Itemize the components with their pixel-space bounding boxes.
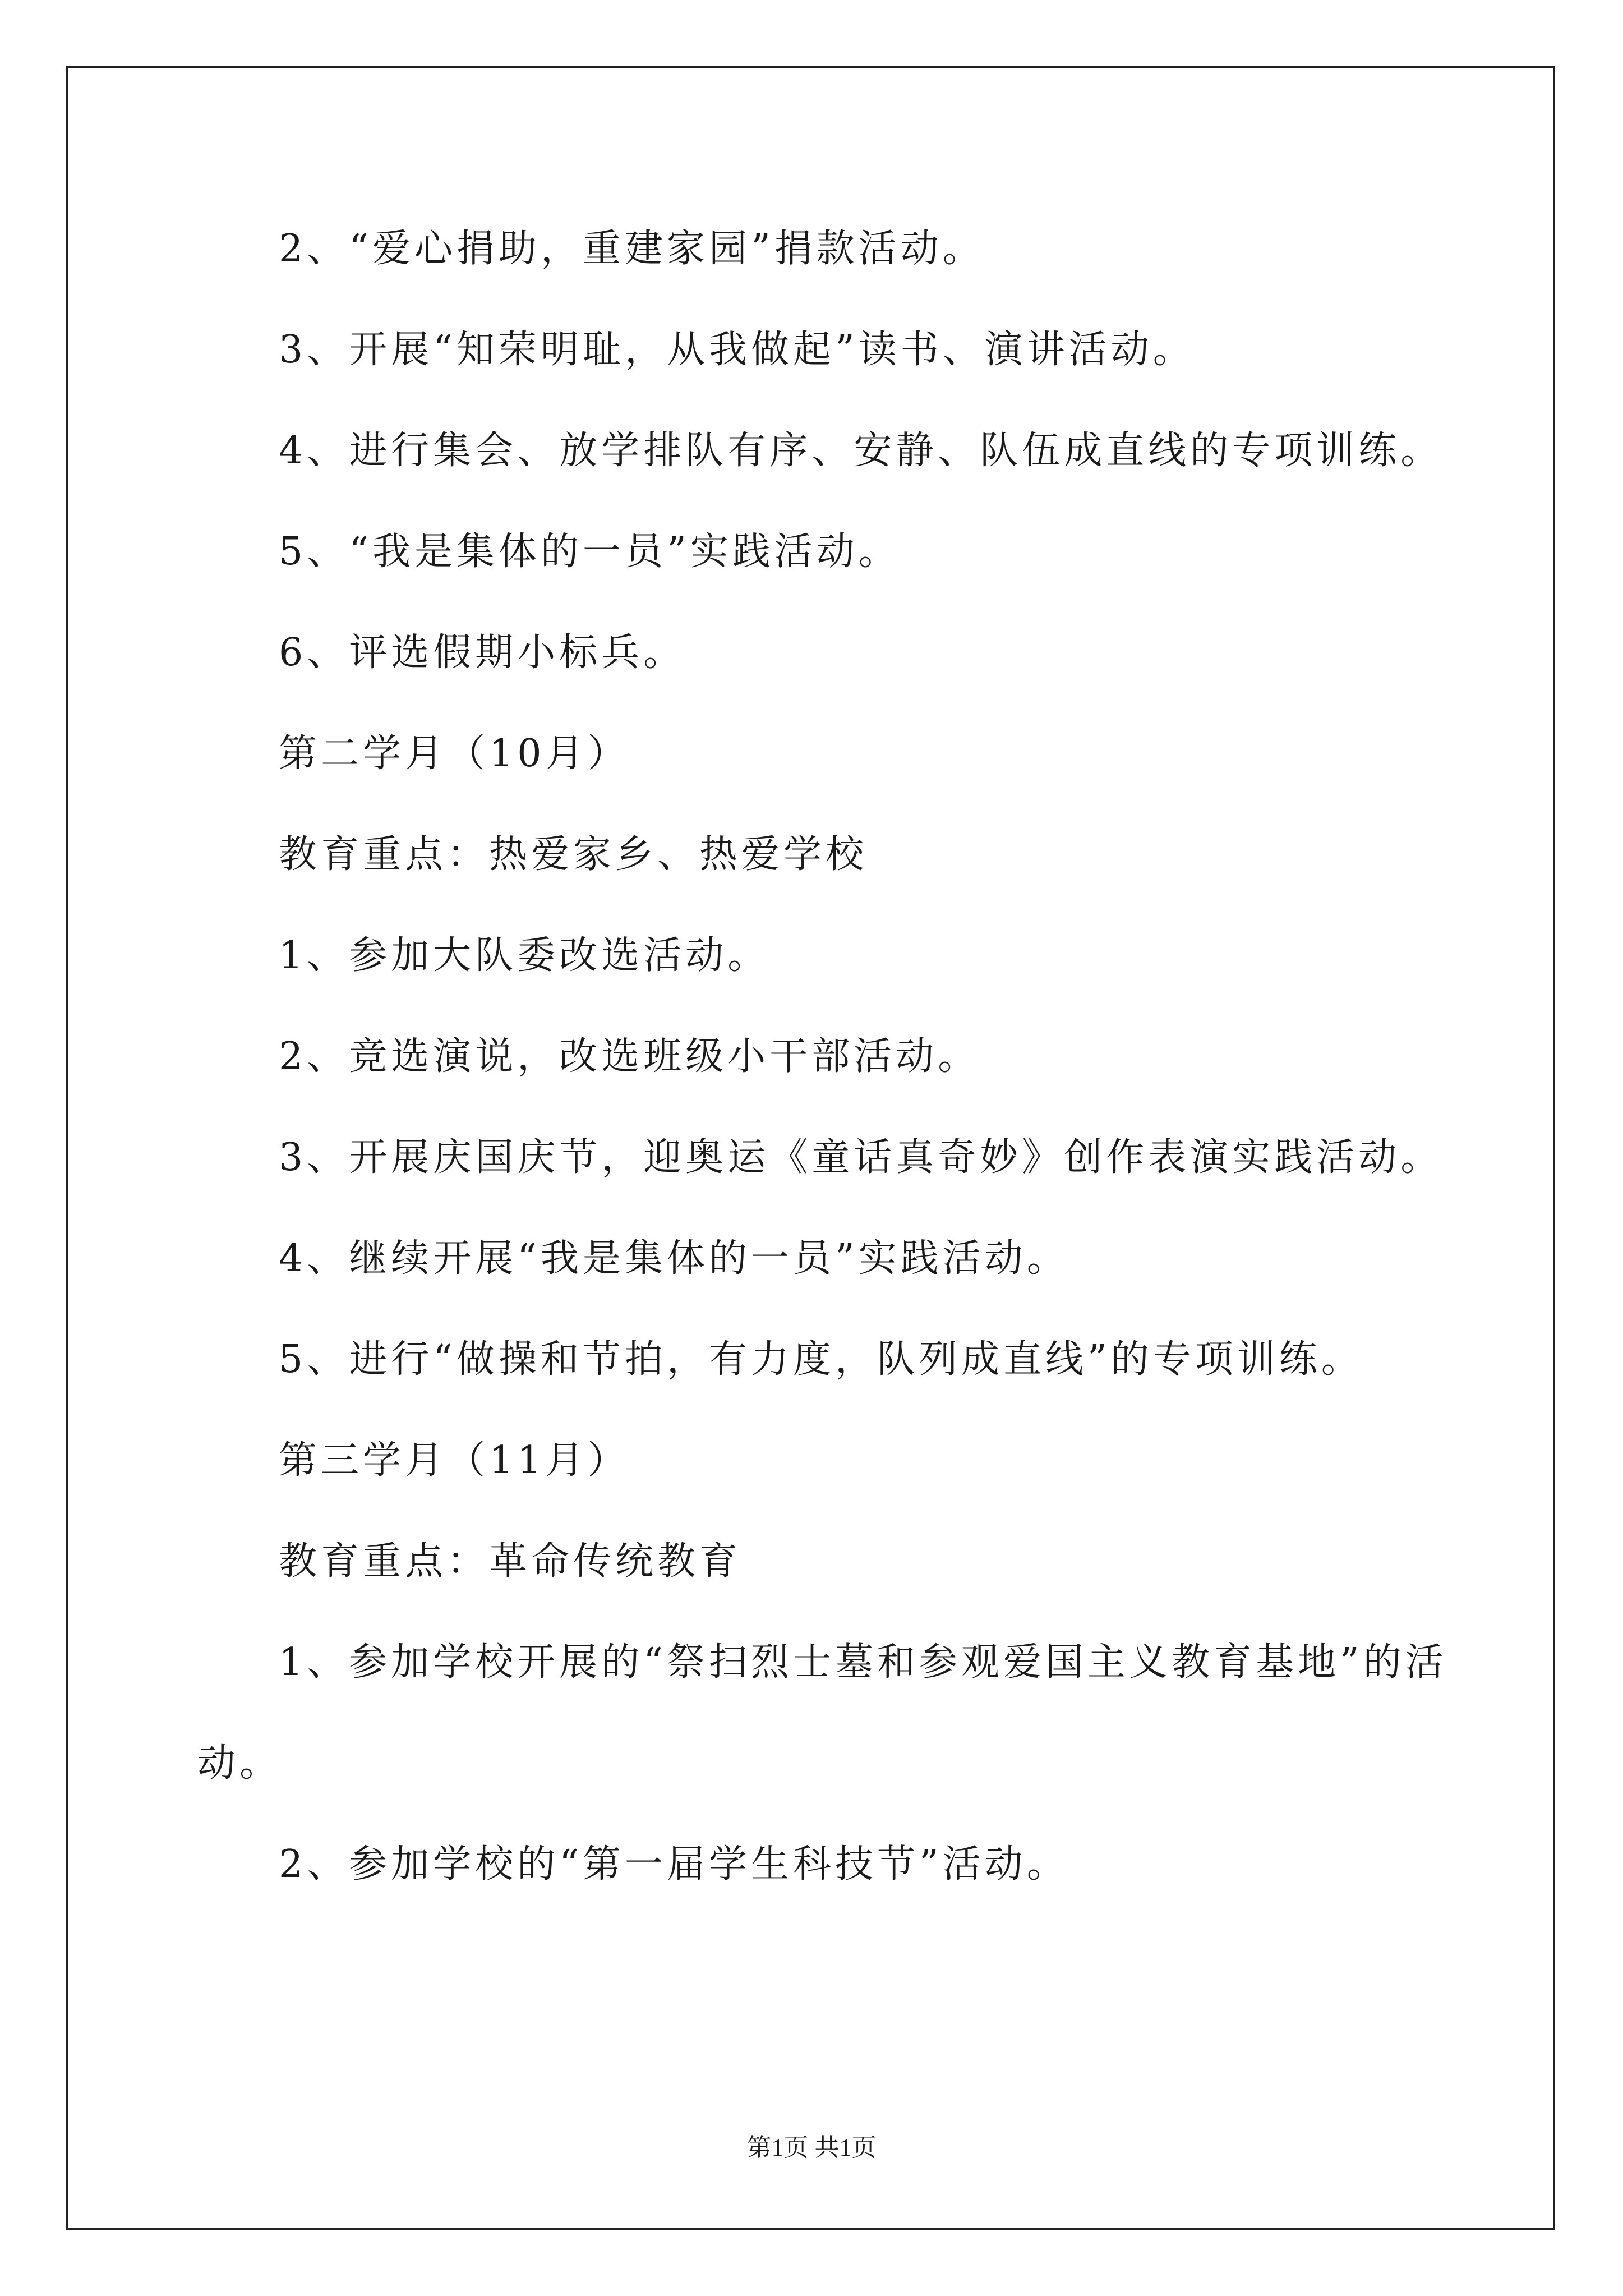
paragraph: 3、开展庆国庆节，迎奥运《童话真奇妙》创作表演实践活动。 (279, 1135, 1443, 1180)
paragraph: 1、参加学校开展的“祭扫烈士墓和参观爱国主义教育基地”的活 (279, 1640, 1447, 1685)
page-footer: 第1页 共1页 (746, 2134, 877, 2161)
paragraph-continuation: 动。 (197, 1741, 282, 1786)
paragraph: 6、评选假期小标兵。 (279, 631, 686, 675)
paragraph: 4、继续开展“我是集体的一员”实践活动。 (279, 1236, 1069, 1281)
section-heading: 第三学月（11月） (279, 1438, 630, 1483)
paragraph: 教育重点：热爱家乡、热爱学校 (279, 832, 868, 877)
paragraph: 2、参加学校的“第一届学生科技节”活动。 (279, 1842, 1069, 1887)
paragraph: 教育重点：革命传统教育 (279, 1539, 742, 1584)
paragraph: 2、竞选演说，改选班级小干部活动。 (279, 1034, 980, 1079)
section-heading: 第二学月（10月） (279, 731, 630, 776)
paragraph: 4、进行集会、放学排队有序、安静、队伍成直线的专项训练。 (279, 429, 1443, 473)
paragraph: 2、“爱心捐助，重建家园”捐款活动。 (279, 227, 985, 271)
paragraph: 5、“我是集体的一员”实践活动。 (279, 530, 901, 574)
paragraph: 5、进行“做操和节拍，有力度，队列成直线”的专项训练。 (279, 1337, 1363, 1382)
paragraph: 1、参加大队委改选活动。 (279, 933, 770, 978)
paragraph: 3、开展“知荣明耻，从我做起”读书、演讲活动。 (279, 328, 1195, 372)
